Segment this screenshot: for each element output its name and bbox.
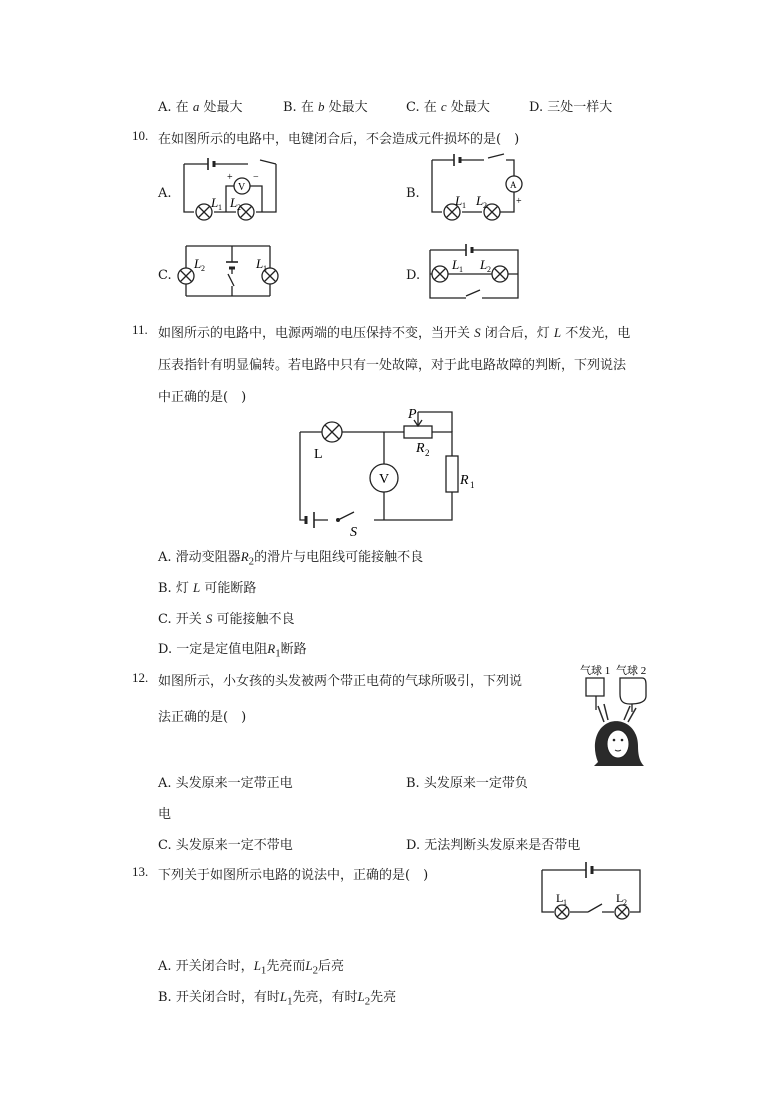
- q12-number: 12.: [132, 670, 149, 685]
- svg-text:L: L: [480, 257, 488, 272]
- q10-stem: 在如图所示的电路中，电键闭合后，不会造成元件损坏的是( ): [158, 132, 520, 147]
- q11-circuit: [294, 402, 486, 540]
- svg-text:R: R: [416, 441, 425, 456]
- q12-option-a: A. 头发原来一定带正电: [158, 776, 293, 791]
- svg-text:+: +: [227, 172, 233, 183]
- svg-text:1: 1: [459, 265, 463, 274]
- q13-option-b: B. 开关闭合时，有时$L_1$先亮，有时$L_2$先亮: [158, 989, 397, 1008]
- q9-option-d: D. 三处一样大: [529, 100, 613, 115]
- svg-text:L: L: [455, 193, 463, 208]
- q11-number: 11.: [132, 322, 148, 337]
- q12-stem-line2: 法正确的是( ): [158, 710, 247, 725]
- svg-text:L: L: [256, 256, 264, 271]
- q11-option-d: D. 一定是定值电阻$R_1$断路: [158, 641, 307, 660]
- q11-stem-line2: 压表指针有明显偏转。若电路中只有一处故障，对于此电路故障的判断，下列说法: [158, 358, 627, 373]
- svg-text:2: 2: [425, 448, 430, 458]
- svg-text:2: 2: [201, 264, 205, 273]
- svg-text:L: L: [452, 257, 460, 272]
- svg-text:L: L: [194, 256, 202, 271]
- svg-text:2: 2: [623, 898, 627, 907]
- q9-option-b: B. 在 b 处最大: [283, 99, 368, 115]
- svg-text:L: L: [476, 193, 484, 208]
- svg-text:气球 1: 气球 1: [580, 665, 611, 677]
- svg-text:L: L: [314, 447, 323, 462]
- svg-text:2: 2: [237, 203, 241, 212]
- q12-stem-line1: 如图所示，小女孩的头发被两个带正电荷的气球所吸引，下列说: [158, 674, 523, 689]
- svg-text:−: −: [253, 172, 259, 183]
- q13-stem: 下列关于如图所示电路的说法中，正确的是( ): [158, 868, 429, 883]
- svg-text:V: V: [238, 182, 246, 193]
- svg-text:1: 1: [470, 480, 475, 490]
- svg-text:V: V: [379, 472, 390, 487]
- q12-girl-balloons-figure: [580, 662, 652, 768]
- svg-text:1: 1: [263, 264, 267, 273]
- svg-text:1: 1: [462, 201, 466, 210]
- svg-text:L: L: [211, 195, 219, 210]
- svg-text:A: A: [510, 180, 517, 190]
- q13-circuit: [536, 858, 648, 924]
- q10-circuit-c: [174, 242, 280, 300]
- q10-circuit-d: [424, 238, 524, 302]
- svg-text:+: +: [516, 196, 522, 207]
- q13-option-a: A. 开关闭合时，$L_1$先亮而$L_2$后亮: [158, 958, 345, 977]
- q9-option-c: C. 在 c 处最大: [406, 99, 490, 115]
- q12-option-c: C. 头发原来一定不带电: [158, 838, 293, 853]
- svg-text:2: 2: [487, 265, 491, 274]
- svg-text:2: 2: [483, 201, 487, 210]
- q12-option-b: B. 头发原来一定带负: [406, 776, 528, 791]
- q12-option-b-wrap: 电: [158, 807, 172, 822]
- q10-circuit-b: [426, 152, 526, 222]
- svg-text:S: S: [350, 525, 357, 540]
- svg-text:1: 1: [218, 203, 222, 212]
- svg-text:1: 1: [563, 898, 567, 907]
- q11-option-a: A. 滑动变阻器$R_2$的滑片与电阻线可能接触不良: [158, 549, 424, 568]
- q10-circuit-a: [178, 156, 278, 222]
- q11-option-c: C. 开关 S 可能接触不良: [158, 611, 295, 627]
- q10-number: 10.: [132, 128, 149, 143]
- q10-option-a-label: A.: [158, 186, 172, 201]
- svg-text:L: L: [616, 891, 624, 905]
- q11-option-b: B. 灯 L 可能断路: [158, 580, 257, 596]
- q10-option-d-label: D.: [406, 268, 421, 283]
- q11-stem-line1: 如图所示的电路中，电源两端的电压保持不变，当开关 S 闭合后，灯 L 不发光，电: [158, 325, 631, 341]
- svg-text:P: P: [408, 407, 417, 422]
- svg-text:气球 2: 气球 2: [616, 665, 647, 677]
- svg-text:L: L: [556, 891, 564, 905]
- q9-option-a: A. 在 a 处最大: [158, 99, 243, 115]
- q10-option-c-label: C.: [158, 268, 172, 283]
- svg-text:R: R: [460, 473, 469, 488]
- q10-option-b-label: B.: [406, 186, 420, 201]
- q13-number: 13.: [132, 864, 149, 879]
- svg-text:L: L: [230, 195, 238, 210]
- q12-option-d: D. 无法判断头发原来是否带电: [406, 838, 581, 853]
- q11-stem-line3: 中正确的是( ): [158, 390, 247, 405]
